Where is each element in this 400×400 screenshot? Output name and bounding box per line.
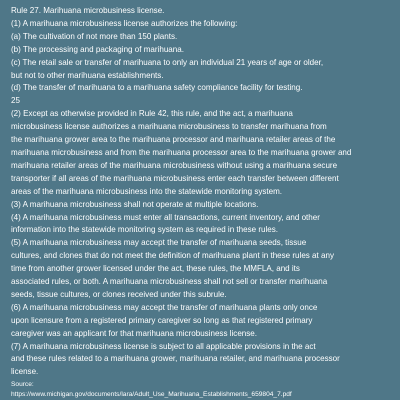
rule-text-block [11,5,391,379]
text-line: information into the statewide monitoring system as required in these rules. [11,225,279,235]
source-url: https://www.michigan.gov/documents/lara/Adult_Use_Marihuana_Establishments_659804_7.pdf [11,391,292,398]
source-label: Source: [11,381,34,388]
text-line: upon licensure from a registered primary caregiver so long as that registered primary [11,315,313,325]
text-line: associated rules, or both. A marihuana microbusiness shall not sell or transfer marihuana [11,277,328,287]
rule-title: Rule 27. Marihuana microbusiness license. [11,6,165,15]
text-line: (6) A marihuana microbusiness may accept the transfer of marihuana plants only once [11,302,318,312]
text-line: (7) A marihuana microbusiness license is subject to all applicable provisions in the act [11,341,316,351]
source-block [11,380,292,400]
text-line: (d) The transfer of marihuana to a marihuana safety compliance facility for testing. [11,83,303,93]
text-line: (5) A marihuana microbusiness may accept the transfer of marihuana seeds, tissue [11,238,307,248]
text-line: marihuana microbusiness and from the marihuana processor area to the marihuana grower and [11,147,352,157]
text-line: (b) The processing and packaging of marihuana. [11,44,184,54]
text-line: transporter if all areas of the marihuana microbusiness enter each transfer between different [11,173,339,183]
text-line: (1) A marihuana microbusiness license authorizes the following: [11,18,238,28]
text-line: license. [11,367,39,377]
text-line: caregiver was an applicant for that marihuana microbusiness license. [11,328,257,338]
text-line: (a) The cultivation of not more than 150 plants. [11,31,178,41]
text-line: (2) Except as otherwise provided in Rule 42, this rule, and the act, a marihuana [11,109,293,119]
text-line: (4) A marihuana microbusiness must enter all transactions, current inventory, and other [11,212,320,222]
text-line: cultures, and clones that do not meet the definition of marihuana plant in these rules at any [11,251,334,261]
text-line: the marihuana grower area to the marihuana processor and marihuana retailer areas of the [11,135,336,145]
text-line: microbusiness license authorizes a marihuana microbusiness to transfer marihuana from [11,122,327,132]
text-line: areas of the marihuana microbusiness into the statewide monitoring system. [11,186,283,196]
text-line: (c) The retail sale or transfer of marihuana to only an individual 21 years of age or older, [11,57,324,67]
text-line: marihuana retailer areas of the marihuana microbusiness without using a marihuana secure [11,160,338,170]
page-number: 25 [11,96,20,106]
text-line: (3) A marihuana microbusiness shall not operate at multiple locations. [11,199,259,209]
text-line: time from another grower licensed under the act, these rules, the MMFLA, and its [11,264,300,274]
text-line: and these rules related to a marihuana grower, marihuana retailer, and marihuana processor [11,354,340,364]
text-line: but not to other marihuana establishments. [11,70,164,80]
text-line: seeds, tissue cultures, or clones received under this subrule. [11,289,227,299]
